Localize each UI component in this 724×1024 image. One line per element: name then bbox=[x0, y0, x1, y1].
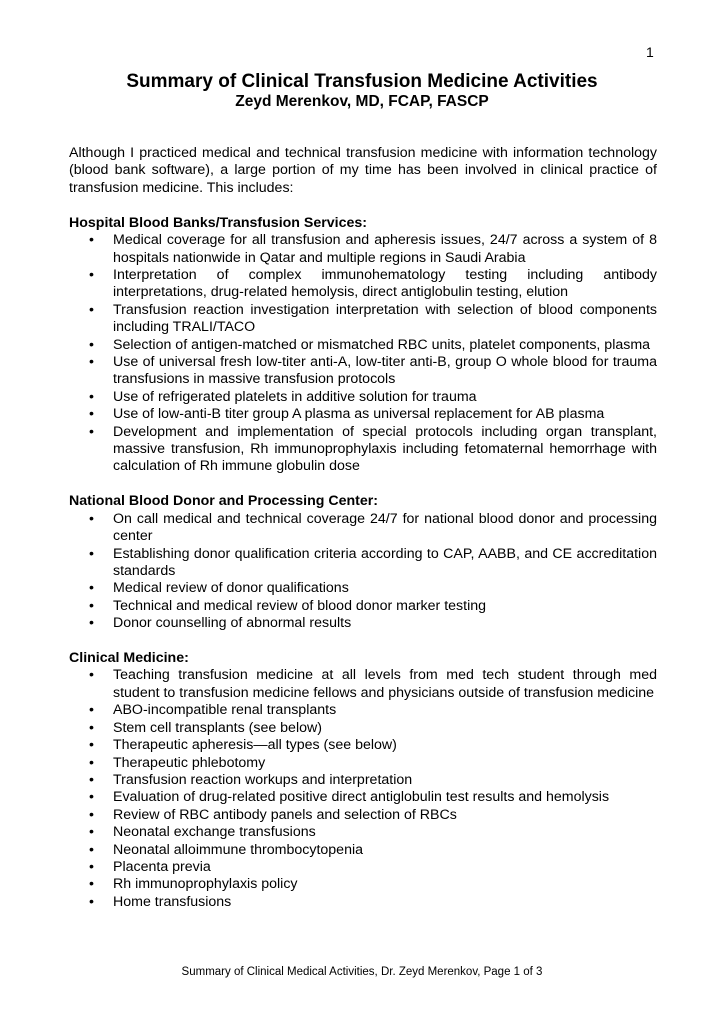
list-item bbox=[69, 598, 657, 615]
list-item-text: ABO-incompatible renal transplants bbox=[113, 702, 337, 719]
list-item-text: On call medical and technical coverage 24/7 for national blood donor and processing center bbox=[113, 510, 657, 545]
list-item-text: Use of low-anti-B titer group A plasma as universal replacement for AB plasma bbox=[113, 406, 605, 423]
list-item-text: Medical coverage for all transfusion and apheresis issues, 24/7 across a system of 8 hospitals nationwide in Qatar and multiple regions in Saudi Arabia bbox=[113, 232, 657, 266]
list-item bbox=[69, 511, 657, 546]
list-item bbox=[69, 842, 657, 859]
list-item-text: Interpretation of complex immunohematology testing including antibody interpretations, drug-related hemolysis, direct antiglobulin testing, elution bbox=[113, 266, 657, 301]
bullet-list bbox=[69, 667, 657, 911]
list-item bbox=[69, 232, 657, 267]
bullet-icon: • bbox=[89, 771, 94, 788]
bullet-icon: • bbox=[89, 423, 94, 440]
list-item-text: Teaching transfusion medicine at all levels from med tech student through med student to transfusion medicine fellows and physicians outside of transfusion medicine bbox=[113, 667, 657, 701]
bullet-icon: • bbox=[89, 597, 94, 614]
bullet-icon: • bbox=[89, 580, 94, 597]
bullet-icon: • bbox=[89, 806, 94, 823]
section-heading: National Blood Donor and Processing Center: bbox=[69, 493, 379, 510]
section-clinical-medicine bbox=[69, 650, 657, 911]
list-item bbox=[69, 354, 657, 389]
list-item bbox=[69, 824, 657, 841]
list-item-text: Rh immunoprophylaxis policy bbox=[113, 876, 298, 893]
list-item-text: Selection of antigen-matched or mismatched RBC units, platelet components, plasma bbox=[113, 336, 651, 353]
list-item bbox=[69, 859, 657, 876]
section-heading: Hospital Blood Banks/Transfusion Services: bbox=[69, 214, 368, 231]
list-item-text: Therapeutic apheresis—all types (see below) bbox=[113, 737, 397, 754]
list-item bbox=[69, 302, 657, 337]
bullet-icon: • bbox=[89, 858, 94, 875]
list-item-text: Medical review of donor qualifications bbox=[113, 580, 349, 597]
bullet-icon: • bbox=[89, 754, 94, 771]
list-item-text: Transfusion reaction workups and interpretation bbox=[113, 771, 413, 788]
bullet-icon: • bbox=[89, 353, 94, 370]
bullet-icon: • bbox=[89, 893, 94, 910]
list-item-text: Technical and medical review of blood donor marker testing bbox=[113, 597, 487, 614]
list-item bbox=[69, 737, 657, 754]
list-item-text: Neonatal alloimmune thrombocytopenia bbox=[113, 841, 363, 858]
author-line: Zeyd Merenkov, MD, FCAP, FASCP bbox=[235, 93, 489, 110]
bullet-icon: • bbox=[89, 737, 94, 754]
list-item bbox=[69, 772, 657, 789]
list-item bbox=[69, 615, 657, 632]
bullet-icon: • bbox=[89, 789, 94, 806]
list-item bbox=[69, 337, 657, 354]
list-item bbox=[69, 406, 657, 423]
list-item-text: Development and implementation of special protocols including organ transplant, massive transfusion, Rh immunoprophylaxis including fetomaternal hemorrhage with calculation of Rh immune globulin dose bbox=[113, 423, 657, 475]
list-item-text: Therapeutic phlebotomy bbox=[113, 754, 266, 771]
bullet-icon: • bbox=[89, 841, 94, 858]
document-body bbox=[69, 145, 657, 911]
bullet-icon: • bbox=[89, 266, 94, 283]
section-heading: Clinical Medicine: bbox=[69, 650, 189, 667]
page-footer: Summary of Clinical Medical Activities, Dr. Zeyd Merenkov, Page 1 of 3 bbox=[181, 966, 543, 978]
list-item-text: Transfusion reaction investigation interpretation with selection of blood components including TRALI/TACO bbox=[113, 301, 657, 336]
bullet-icon: • bbox=[89, 876, 94, 893]
list-item bbox=[69, 389, 657, 406]
list-item bbox=[69, 580, 657, 597]
list-item-text: Stem cell transplants (see below) bbox=[113, 719, 322, 736]
bullet-icon: • bbox=[89, 545, 94, 562]
list-item-text: Evaluation of drug-related positive direct antiglobulin test results and hemolysis bbox=[113, 789, 610, 806]
list-item-text: Donor counselling of abnormal results bbox=[113, 615, 352, 632]
list-item-text: Placenta previa bbox=[113, 858, 211, 875]
list-item bbox=[69, 755, 657, 772]
bullet-icon: • bbox=[89, 336, 94, 353]
list-item bbox=[69, 424, 657, 476]
bullet-icon: • bbox=[89, 667, 94, 684]
list-item-text: Establishing donor qualification criteria according to CAP, AABB, and CE accreditation standards bbox=[113, 545, 657, 579]
section-national-blood-donor-center bbox=[69, 493, 657, 632]
list-item bbox=[69, 702, 657, 719]
bullet-icon: • bbox=[89, 719, 94, 736]
list-item bbox=[69, 876, 657, 893]
list-item-text: Review of RBC antibody panels and selection of RBCs bbox=[113, 806, 457, 823]
bullet-list bbox=[69, 232, 657, 476]
list-item bbox=[69, 546, 657, 581]
intro-paragraph: Although I practiced medical and technical transfusion medicine with information technology (blood bank software), a large portion of my time has been involved in clinical practice of transfusion medicine. This includes: bbox=[69, 145, 657, 196]
list-item-text: Use of refrigerated platelets in additive solution for trauma bbox=[113, 388, 477, 405]
page-number: 1 bbox=[646, 44, 654, 60]
list-item-text: Home transfusions bbox=[113, 893, 232, 910]
list-item bbox=[69, 789, 657, 806]
list-item bbox=[69, 807, 657, 824]
bullet-icon: • bbox=[89, 824, 94, 841]
bullet-icon: • bbox=[89, 388, 94, 405]
list-item bbox=[69, 267, 657, 302]
list-item bbox=[69, 894, 657, 911]
bullet-icon: • bbox=[89, 301, 94, 318]
list-item-text: Use of universal fresh low-titer anti-A, low-titer anti-B, group O whole blood for trauma transfusions in massive transfusion protocols bbox=[113, 353, 657, 388]
list-item bbox=[69, 720, 657, 737]
list-item-text: Neonatal exchange transfusions bbox=[113, 824, 316, 841]
bullet-icon: • bbox=[89, 702, 94, 719]
bullet-icon: • bbox=[89, 510, 94, 527]
bullet-list bbox=[69, 511, 657, 633]
bullet-icon: • bbox=[89, 232, 94, 249]
list-item bbox=[69, 667, 657, 702]
section-hospital-blood-banks bbox=[69, 215, 657, 476]
bullet-icon: • bbox=[89, 615, 94, 632]
bullet-icon: • bbox=[89, 406, 94, 423]
document-title: Summary of Clinical Transfusion Medicine Activities bbox=[126, 71, 598, 92]
